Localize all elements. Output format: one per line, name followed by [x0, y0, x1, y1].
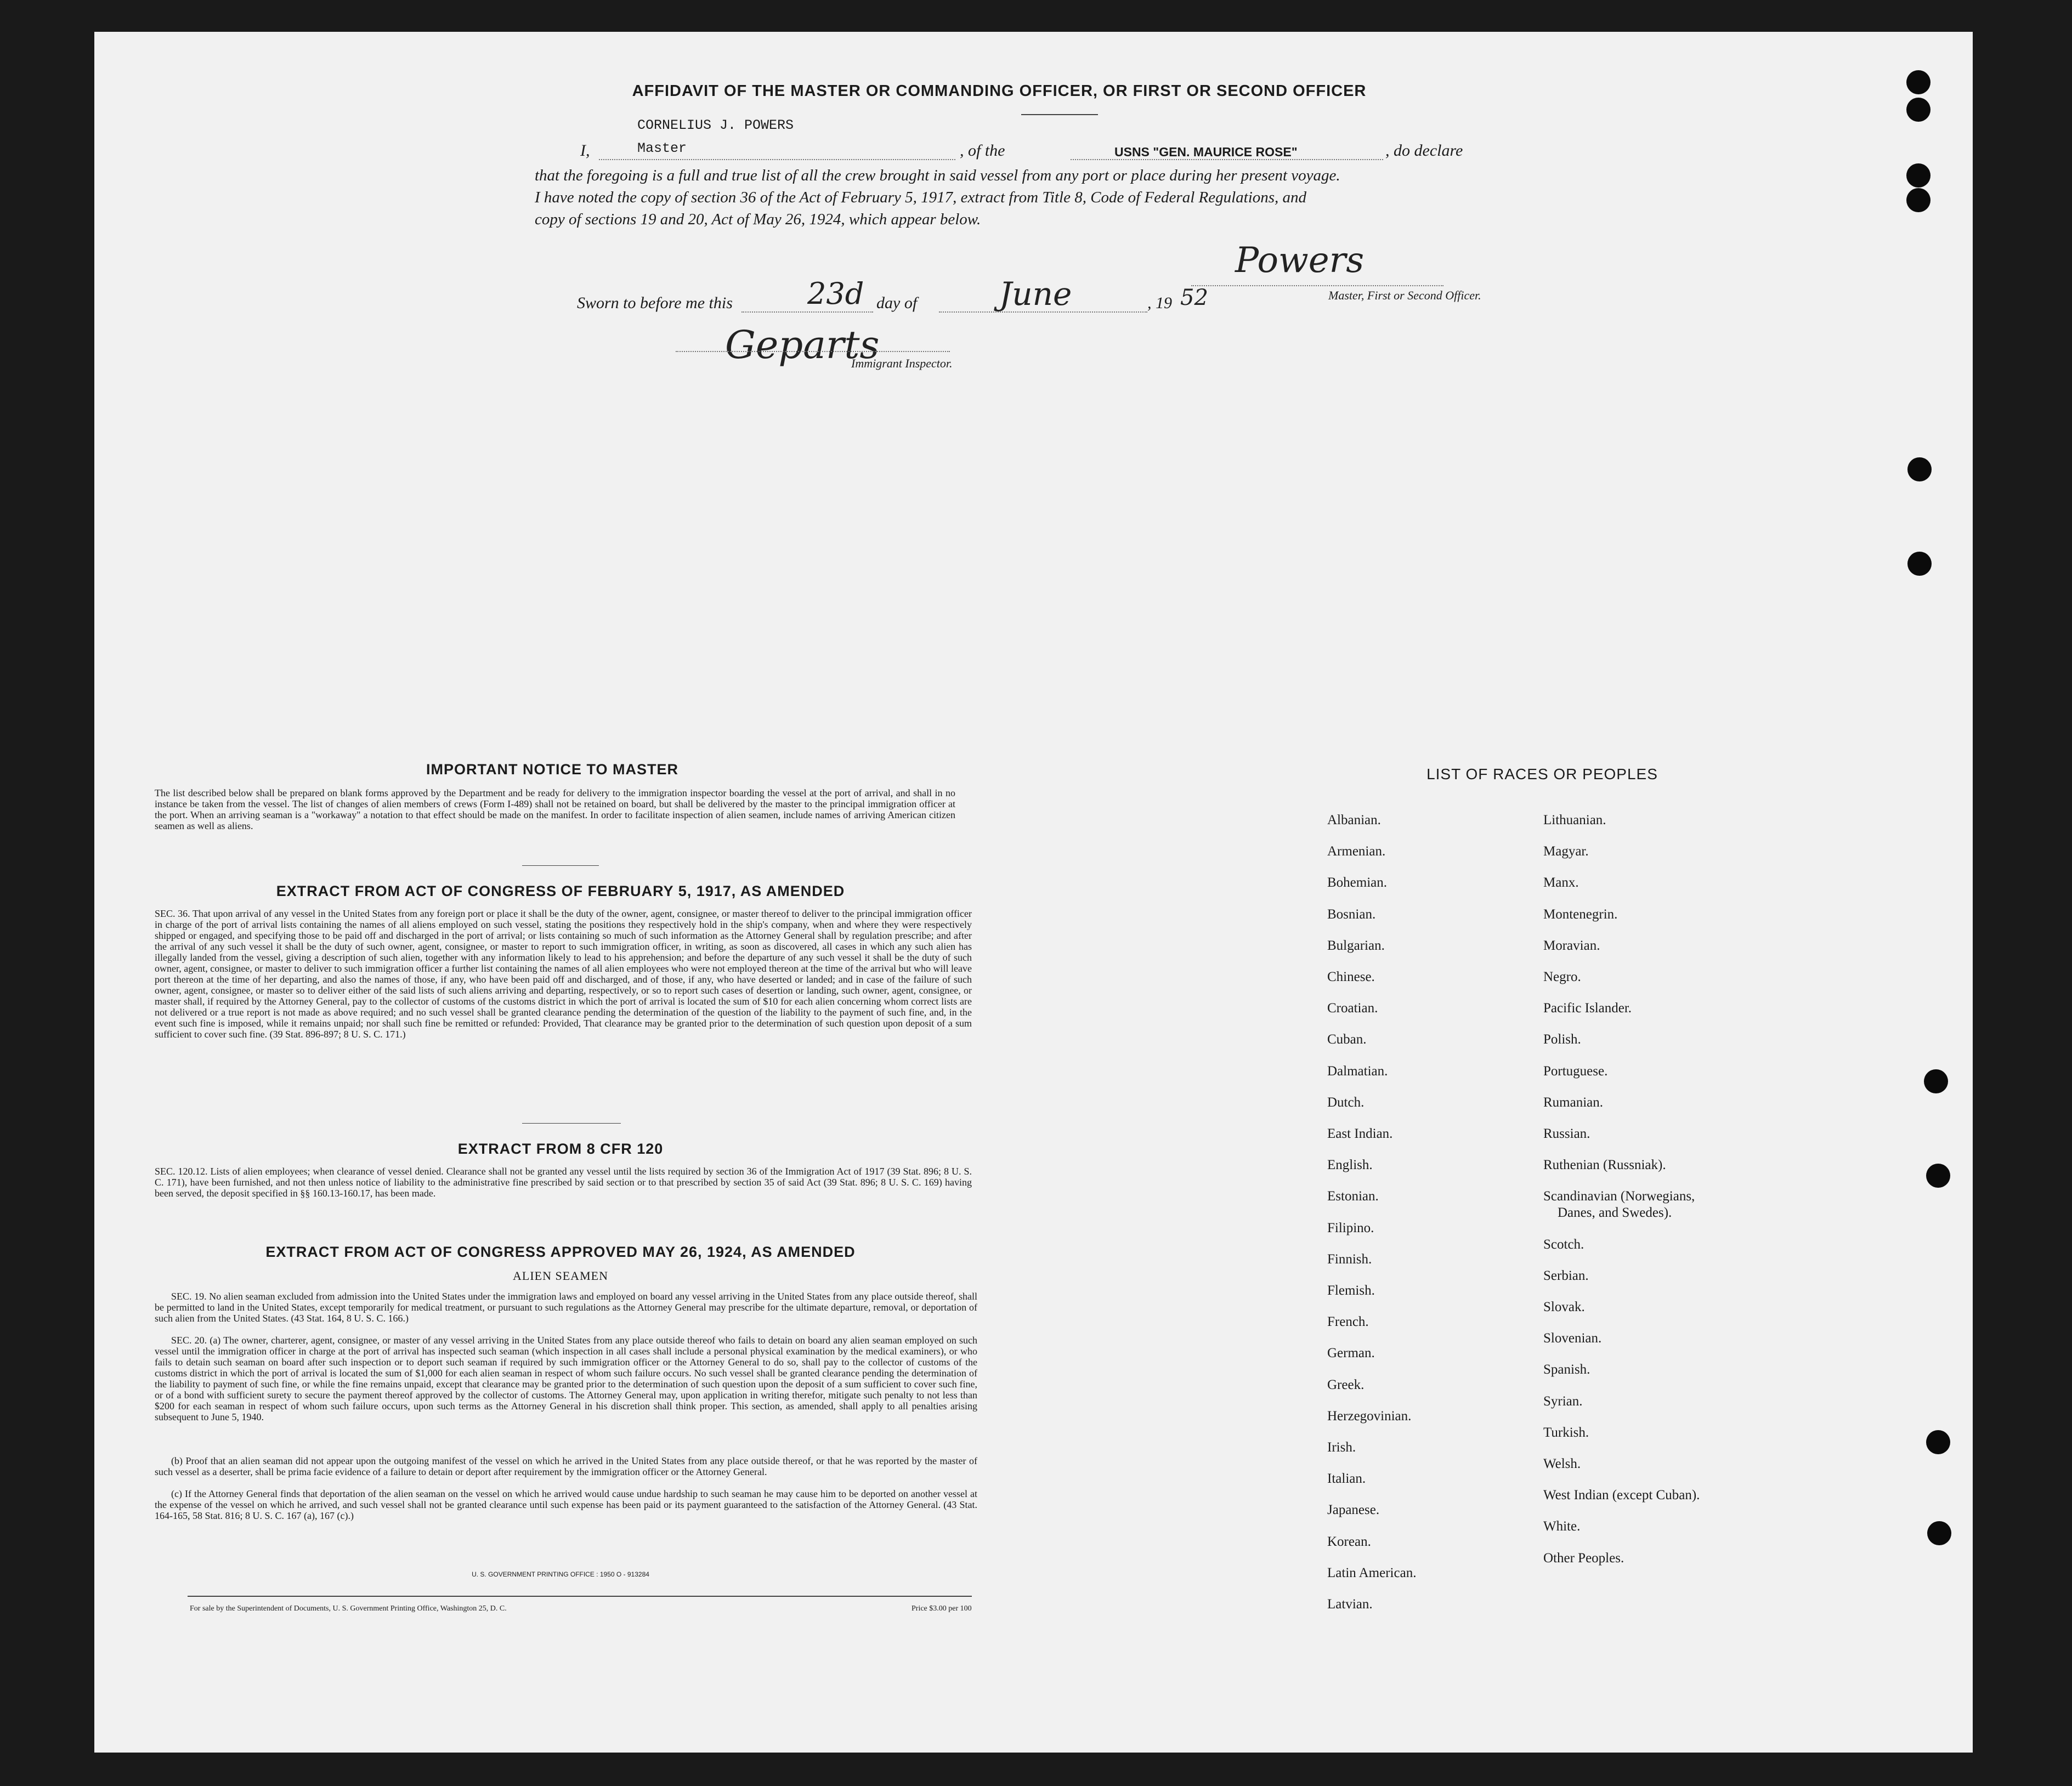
notice-divider: [522, 865, 599, 866]
race-item: Dalmatian.: [1327, 1063, 1388, 1079]
punch-hole: [1907, 552, 1932, 576]
master-signature-line: [1191, 285, 1443, 286]
do-declare-label: , do declare: [1385, 141, 1463, 160]
footer-right: Price $3.00 per 100: [912, 1604, 972, 1613]
race-item: Scotch.: [1543, 1237, 1584, 1252]
extract-1917-title: EXTRACT FROM ACT OF CONGRESS OF FEBRUARY 5, 1917, AS AMENDED: [276, 883, 845, 899]
sworn-month: June: [999, 275, 1072, 313]
punch-hole: [1906, 188, 1931, 212]
punch-hole: [1906, 98, 1931, 122]
race-item: Manx.: [1543, 875, 1579, 891]
race-item: Slovenian.: [1543, 1331, 1602, 1346]
race-item: Syrian.: [1543, 1393, 1583, 1409]
name-line: [599, 159, 955, 160]
sworn-day: 23d: [807, 276, 864, 311]
affidavit-line-1: that the foregoing is a full and true list of all the crew brought in said vessel from any port or place during her present voyage.: [535, 167, 1340, 184]
affidavit-line-3: copy of sections 19 and 20, Act of May 26, 1924, which appear below.: [535, 211, 981, 228]
race-item: White.: [1543, 1519, 1581, 1534]
race-item: French.: [1327, 1314, 1369, 1330]
race-item: Slovak.: [1543, 1300, 1585, 1314]
race-item: Latin American.: [1327, 1565, 1417, 1580]
punch-hole: [1926, 1164, 1950, 1188]
race-item: Cuban.: [1327, 1032, 1367, 1047]
punch-hole: [1926, 1430, 1950, 1454]
affidavit-line-2: I have noted the copy of section 36 of the Act of February 5, 1917, extract from Title 8, Code of Federal Regulations, and: [535, 189, 1307, 206]
race-item: West Indian (except Cuban).: [1543, 1488, 1700, 1503]
affidavit-title: AFFIDAVIT OF THE MASTER OR COMMANDING OFFICER, OR FIRST OR SECOND OFFICER: [632, 82, 1367, 100]
race-item: Serbian.: [1543, 1268, 1589, 1283]
notice-body: The list described below shall be prepared on blank forms approved by the Department and be ready for delivery to the immigration inspector boarding the vessel at the port of arrival, and shall in no instance be taken from the vessel. The list of changes of alien members of crews (Form I-489) shall not be retained on board, but shall be delivered by the master to the principal immigration officer at the port. When an arriving seaman is a "workaway" a notation to that effect should be made on the manifest. In order to facilitate inspection of alien seamen, include names of arriving American citizen seamen as well as aliens.: [155, 787, 955, 831]
race-item: Armenian.: [1327, 844, 1386, 859]
inspector-caption: Immigrant Inspector.: [851, 356, 953, 370]
race-item: Spanish.: [1543, 1362, 1590, 1377]
race-item: Lithuanian.: [1543, 813, 1606, 827]
race-item: Welsh.: [1543, 1456, 1581, 1471]
punch-hole: [1927, 1521, 1951, 1545]
race-item: Portuguese.: [1543, 1063, 1608, 1079]
extract-1924-sec19: SEC. 19. No alien seaman excluded from admission into the United States under the immigration laws and employed on board any vessel arriving in the United States from any place outside thereof, shall be permitted to land in the United States, except temporarily for medical treatment, or pursuant to such regulations as the Attorney General may prescribe for the ultimate departure, removal, or deportation of such alien from the United States. (43 Stat. 164, 8 U. S. C. 166.): [155, 1291, 977, 1324]
sworn-label: Sworn to before me this: [577, 294, 733, 312]
race-item: English.: [1327, 1158, 1373, 1173]
day-line: [741, 311, 873, 313]
race-item: Herzegovinian.: [1327, 1408, 1412, 1424]
punch-hole: [1924, 1069, 1948, 1093]
race-item: Flemish.: [1327, 1283, 1375, 1298]
race-item: Albanian.: [1327, 813, 1381, 827]
extract-1924-title: EXTRACT FROM ACT OF CONGRESS APPROVED MAY 26, 1924, AS AMENDED: [265, 1244, 856, 1260]
race-item: Greek.: [1327, 1377, 1365, 1392]
race-item: Scandinavian (Norwegians,: [1543, 1189, 1695, 1204]
extract-cfr-body: SEC. 120.12. Lists of alien employees; when clearance of vessel denied. Clearance shall not be granted any vessel until the lists required by section 36 of the Immigration Act of 1917 (39 Stat. 896; 8 U. S. C. 171), have been furnished, and not then unless notice of liability to the administrative fine prescribed by said section or to that prescribed by section 35 of said Act (39 Stat. 896; 8 U. S. C. 169) having been served, the deposit specified in §§ 160.13-160.17, has been made.: [155, 1166, 972, 1199]
race-item: Other Peoples.: [1543, 1550, 1624, 1566]
document-page: [94, 32, 1973, 1753]
race-item: Turkish.: [1543, 1425, 1589, 1440]
race-item: Moravian.: [1543, 938, 1600, 953]
race-item: Magyar.: [1543, 844, 1589, 859]
year-label: , 19: [1147, 294, 1172, 312]
race-item: Chinese.: [1327, 969, 1375, 984]
extract-cfr-title: EXTRACT FROM 8 CFR 120: [457, 1141, 664, 1157]
race-item: Korean.: [1327, 1534, 1371, 1549]
race-item: Croatian.: [1327, 1001, 1378, 1016]
footer-left: For sale by the Superintendent of Documents, U. S. Government Printing Office, Washington 25, D. C.: [190, 1604, 507, 1613]
race-item: German.: [1327, 1346, 1375, 1361]
race-item: Italian.: [1327, 1471, 1366, 1487]
race-item: Bulgarian.: [1327, 938, 1385, 953]
typed-rank: Master: [637, 140, 687, 156]
typed-name: CORNELIUS J. POWERS: [637, 117, 794, 133]
of-the-label: , of the: [960, 141, 1005, 160]
race-item: East Indian.: [1327, 1126, 1393, 1141]
printing-office-line: U. S. GOVERNMENT PRINTING OFFICE : 1950 O - 913284: [472, 1570, 649, 1578]
punch-hole: [1906, 163, 1931, 188]
race-item: Bohemian.: [1327, 875, 1388, 891]
race-item: Irish.: [1327, 1440, 1356, 1455]
extract-1924-sec20c: (c) If the Attorney General finds that deportation of the alien seaman on the vessel on which he arrived would cause undue hardship to such seaman he may cause him to be deported on another vessel at the expense of the vessel on which he arrived, and such vessel shall not be granted clearance until such expense has been paid or its payment guaranteed to the satisfaction of the Attorney General. (43 Stat. 164-165, 58 Stat. 816; 8 U. S. C. 167 (a), 167 (c).): [155, 1488, 977, 1521]
race-item: Ruthenian (Russniak).: [1543, 1158, 1666, 1173]
race-item: Montenegrin.: [1543, 906, 1618, 922]
punch-hole: [1907, 457, 1932, 481]
footer-rule: [188, 1596, 972, 1597]
extract-1917-divider: [522, 1123, 621, 1124]
race-item: Filipino.: [1327, 1220, 1374, 1235]
race-item: Latvian.: [1327, 1597, 1373, 1612]
extract-1924-sec20b: (b) Proof that an alien seaman did not appear upon the outgoing manifest of the vessel on which he arrived in the United States from any place outside thereof, or that he was reported by the master of such vessel as a deserter, shall be prima facie evidence of a failure to detain or deport after requirement by the immigration officer or the Attorney General.: [155, 1455, 977, 1477]
year-suffix: 52: [1180, 285, 1208, 310]
race-item: Danes, and Swedes).: [1558, 1205, 1672, 1221]
inspector-line: [676, 351, 950, 352]
race-item: Finnish.: [1327, 1251, 1372, 1267]
master-signature: Powers: [1235, 240, 1365, 281]
punch-hole: [1906, 70, 1931, 94]
race-item: Negro.: [1543, 969, 1581, 984]
race-item: Bosnian.: [1327, 906, 1376, 922]
inspector-signature: Geparts: [725, 322, 880, 367]
races-title: LIST OF RACES OR PEOPLES: [1426, 766, 1658, 783]
master-signature-caption: Master, First or Second Officer.: [1328, 288, 1481, 302]
vessel-name: USNS "GEN. MAURICE ROSE": [1114, 145, 1298, 159]
race-item: Polish.: [1543, 1032, 1581, 1047]
extract-1924-sec20a: SEC. 20. (a) The owner, charterer, agent, consignee, or master of any vessel arriving in the United States from any place outside thereof who fails to detain on board any alien seaman employed on such vessel until the immigration officer in charge at the port of arrival has inspected such seaman (which inspection in all cases shall include a personal physical examination by the medical examiners), or who fails to detain such seaman on board after such inspection or to deport such seaman if required by such immigration officer or the Attorney General to do so, shall pay to the collector of customs of the customs district in which the port of arrival is located the sum of $1,000 for each alien seaman in respect of whom such failure occurs. No such vessel shall be granted clearance pending the determination of the liability to payment of such fine, or while the fine remains unpaid, except that clearance may be granted prior to the determination of such question upon the deposit of a sum sufficient to cover such fine, or of a bond with sufficient surety to secure the payment thereof approved by the collector of customs. The Attorney General may, upon application in writing therefor, mitigate such penalty to not less than $200 for each seaman in respect of whom such failure occurs, upon such terms as the Attorney General in his discretion shall think proper. This section, as amended, shall apply to all penalties arising subsequent to June 5, 1940.: [155, 1335, 977, 1422]
day-of-label: day of: [876, 294, 918, 312]
race-item: Rumanian.: [1543, 1095, 1604, 1110]
race-item: Pacific Islander.: [1543, 1001, 1632, 1016]
race-item: Japanese.: [1327, 1502, 1380, 1518]
race-item: Dutch.: [1327, 1095, 1365, 1110]
title-underline: [1021, 114, 1098, 115]
extract-1917-body: SEC. 36. That upon arrival of any vessel in the United States from any foreign port or place it shall be the duty of the owner, agent, consignee, or master thereof to deliver to the principal immigration officer in charge of the port of arrival lists containing the names of all aliens employed on such vessel, stating the positions they respectively hold in the ship's company, when and where they were respectively shipped or engaged, and specifying those to be paid off and discharged in the port of arrival; or lists containing so much of such information as the Attorney General shall by regulation prescribe; and after the arrival of any such vessel it shall be the duty of such owner, agent, consignee, or master to report to such immigration officer, in writing, as soon as discovered, all cases in which any such alien has illegally landed from the vessel, giving a description of such alien, together with any information likely to lead to his apprehension; and before the departure of any such vessel it shall be the duty of such owner, agent, consignee, or master to deliver to such immigration officer a further list containing the names of all alien employees who were not employed thereon at the time of the arrival but who will leave port thereon at the time of her departing, and also the names of those, if any, who have been paid off and discharged, and of those, if any, who have deserted or landed; and in case of the failure of such owner, agent, consignee, or master so to deliver either of the said lists of such aliens arriving and departing, respectively, or so to report such cases of desertion or landing, such owner, agent, consignee, or master shall, if required by the Attorney General, pay to the collector of customs of the customs district in which the port of arrival is located the sum of $10 for each alien concerning whom correct lists are not delivered or a true report is not made as above required; and no such vessel shall be granted clearance pending the determination of the question of the liability to the payment of such fine, and, in the event such fine is imposed, while it remains unpaid; nor shall such fine be remitted or refunded: Provided, That clearance may be granted prior to the determination of such question upon deposit of a sum sufficient to cover such fine. (39 Stat. 896-897; 8 U. S. C. 171.): [155, 908, 972, 1040]
race-item: Estonian.: [1327, 1189, 1379, 1204]
race-item: Russian.: [1543, 1126, 1590, 1141]
notice-title: IMPORTANT NOTICE TO MASTER: [426, 761, 678, 778]
i-label: I,: [580, 141, 590, 160]
extract-1924-subtitle: ALIEN SEAMEN: [513, 1269, 608, 1283]
